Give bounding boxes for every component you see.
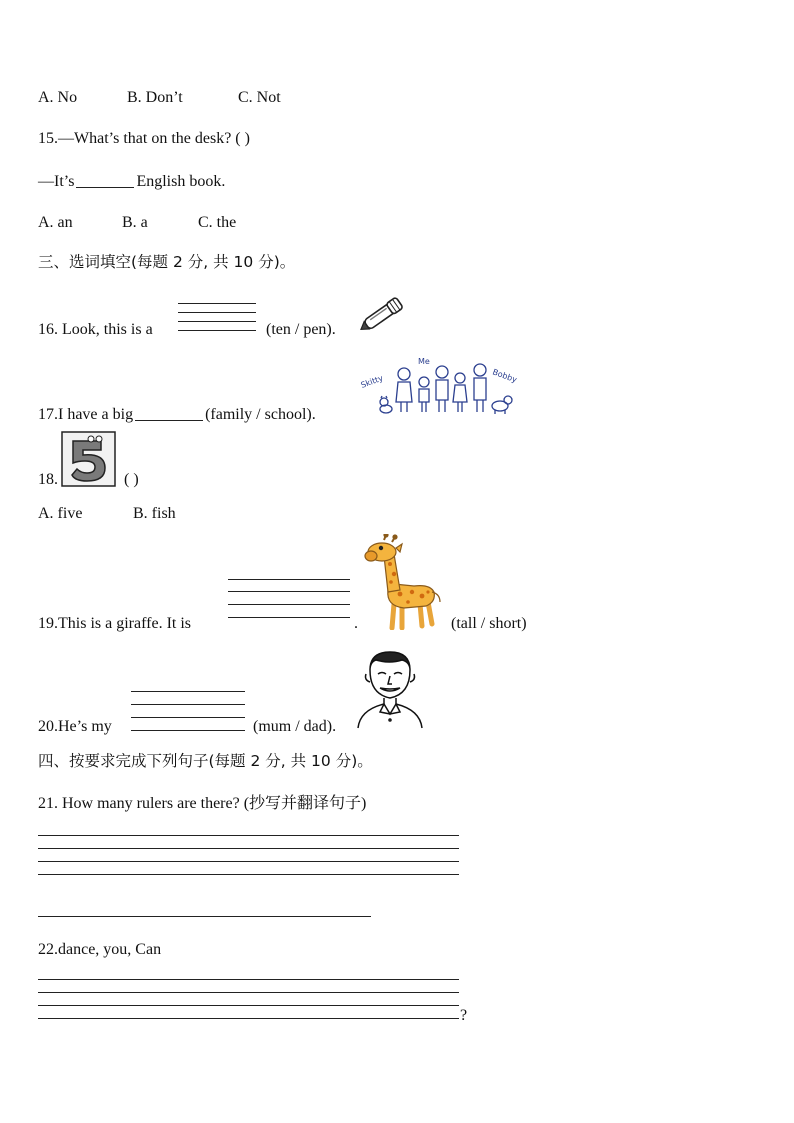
q16-prompt: 16. Look, this is a [38, 321, 153, 338]
q15-option-c: C. the [198, 214, 237, 231]
q22-question: 22.dance, you, Can [38, 941, 162, 958]
q15-option-b: B. a [122, 214, 148, 231]
section4-heading: 四、按要求完成下列句子(每题 2 分, 共 10 分)。 [38, 752, 373, 770]
section3-heading: 三、选词填空(每题 2 分, 共 10 分)。 [38, 253, 296, 271]
q22-question-mark: ? [460, 1007, 468, 1024]
q15-answer-post: English book. [136, 173, 226, 190]
q19-choices: (tall / short) [451, 615, 527, 632]
q18-answer-paren[interactable]: ( ) [124, 471, 139, 488]
q15-question: 15.—What’s that on the desk? ( ) [38, 130, 250, 147]
number-five-icon [61, 431, 116, 487]
q14-option-a: A. No [38, 89, 78, 106]
q14-option-b: B. Don’t [127, 89, 183, 106]
q18-option-b: B. fish [133, 505, 176, 522]
q14-option-c: C. Not [238, 89, 281, 106]
q15-answer-line [38, 173, 225, 190]
q15-answer-pre: —It’s [38, 173, 75, 190]
q19-period: . [354, 615, 358, 632]
family-label-bobby: Bobby [491, 367, 519, 385]
q17-blank[interactable] [135, 406, 203, 421]
q19-prompt: 19.This is a giraffe. It is [38, 615, 192, 632]
pen-icon [355, 292, 409, 336]
q21-translation-line[interactable] [38, 916, 371, 917]
q21-question: 21. How many rulers are there? (抄写并翻译句子) [38, 795, 367, 812]
giraffe-illustration [364, 534, 442, 630]
q18-number: 18. [38, 471, 58, 488]
family-label-me: Me [418, 357, 430, 366]
family-illustration [360, 352, 520, 416]
q17-prompt: 17.I have a big [38, 406, 134, 423]
q17-line [38, 406, 316, 423]
q15-option-a: A. an [38, 214, 73, 231]
q20-prompt: 20.He’s my [38, 718, 112, 735]
q18-option-a: A. five [38, 505, 83, 522]
q15-blank[interactable] [76, 173, 134, 188]
man-portrait [356, 648, 426, 730]
family-label-skitty: Skitty [360, 373, 385, 390]
q16-choices: (ten / pen). [266, 321, 336, 338]
q17-choices: (family / school). [205, 406, 316, 423]
q20-choices: (mum / dad). [253, 718, 337, 735]
